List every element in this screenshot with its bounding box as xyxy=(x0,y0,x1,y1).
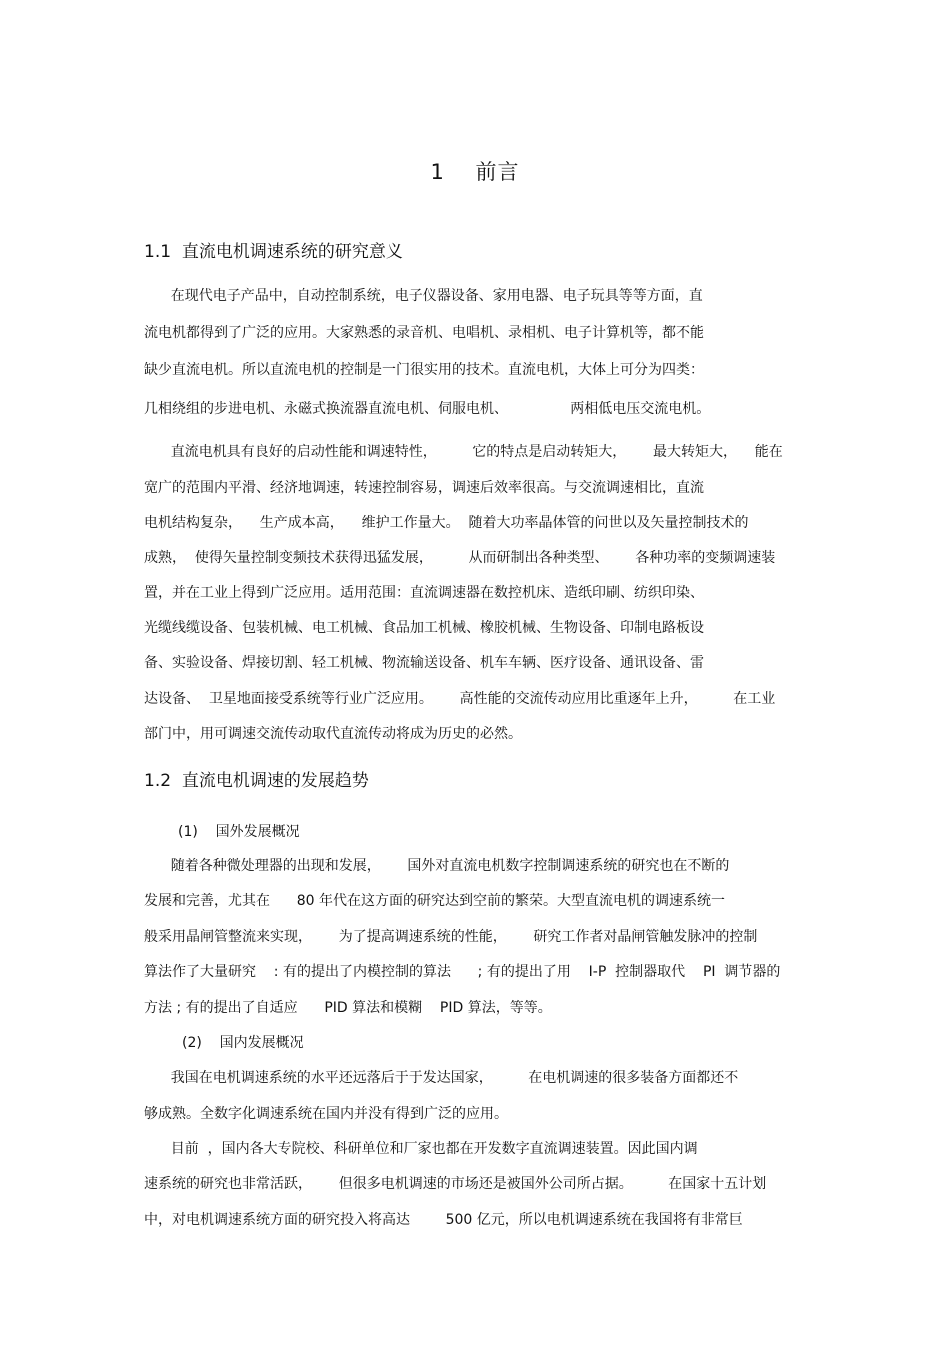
text-line: 电机结构复杂， 生产成本高， 维护工作量大。 随着大功率晶体管的问世以及矢量控制技术的 xyxy=(144,515,749,531)
chapter-title: 1 前言 xyxy=(430,160,520,184)
text-line: 置，并在工业上得到广泛应用。适用范围：直流调速器在数控机床、造纸印刷、纺织印染、 xyxy=(144,585,704,601)
subsection-label-domestic: (2) 国内发展概况 xyxy=(182,1035,304,1051)
section-heading-1-1: 1.1 直流电机调速系统的研究意义 xyxy=(144,242,403,262)
text-line: 发展和完善，尤其在 80 年代在这方面的研究达到空前的繁荣。大型直流电机的调速系统一 xyxy=(144,893,725,909)
text-line: 般采用晶闸管整流来实现， 为了提高调速系统的性能， 研究工作者对晶闸管触发脉冲的控制 xyxy=(144,929,758,945)
text-line: 中，对电机调速系统方面的研究投入将高达 500 亿元，所以电机调速系统在我国将有非常巨 xyxy=(144,1212,743,1228)
text-line: 几相绕组的步进电机、永磁式换流器直流电机、伺服电机、 两相低电压交流电机。 xyxy=(144,401,711,417)
text-line: 够成熟。全数字化调速系统在国内并没有得到广泛的应用。 xyxy=(144,1106,508,1122)
text-line: 宽广的范围内平滑、经济地调速，转速控制容易，调速后效率很高。与交流调速相比，直流 xyxy=(144,480,704,496)
text-line: 缺少直流电机。所以直流电机的控制是一门很实用的技术。直流电机，大体上可分为四类： xyxy=(144,362,704,378)
text-line: 目前 ，国内各大专院校、科研单位和厂家也都在开发数字直流调速装置。因此国内调 xyxy=(144,1141,698,1157)
text-line: 成熟， 使得矢量控制变频技术获得迅猛发展， 从而研制出各种类型、 各种功率的变频调速装 xyxy=(144,550,776,566)
text-line: 随着各种微处理器的出现和发展， 国外对直流电机数字控制调速系统的研究也在不断的 xyxy=(144,858,730,874)
text-line: 直流电机具有良好的启动性能和调速特性， 它的特点是启动转矩大， 最大转矩大， 能在 xyxy=(144,444,783,460)
text-line: 速系统的研究也非常活跃， 但很多电机调速的市场还是被国外公司所占据。 在国家十五计划 xyxy=(144,1176,767,1192)
text-line: 部门中，用可调速交流传动取代直流传动将成为历史的必然。 xyxy=(144,726,522,742)
text-line: 备、实验设备、焊接切割、轻工机械、物流输送设备、机车车辆、医疗设备、通讯设备、雷 xyxy=(144,655,704,671)
subsection-label-foreign: (1) 国外发展概况 xyxy=(178,824,300,840)
section-heading-1-2: 1.2 直流电机调速的发展趋势 xyxy=(144,771,369,791)
text-line: 达设备、 卫星地面接受系统等行业广泛应用。 高性能的交流传动应用比重逐年上升， 在工业 xyxy=(144,691,776,707)
text-line: 光缆线缆设备、包装机械、电工机械、食品加工机械、橡胶机械、生物设备、印制电路板设 xyxy=(144,620,704,636)
text-line: 算法作了大量研究 : 有的提出了内模控制的算法 ; 有的提出了用 I-P 控制器取代 PI 调节器的 xyxy=(144,964,781,980)
text-line: 在现代电子产品中，自动控制系统，电子仪器设备、家用电器、电子玩具等等方面，直 xyxy=(144,288,703,304)
text-line: 流电机都得到了广泛的应用。大家熟悉的录音机、电唱机、录相机、电子计算机等，都不能 xyxy=(144,325,704,341)
text-line: 方法 ; 有的提出了自适应 PID 算法和模糊 PID 算法，等等。 xyxy=(144,1000,552,1016)
text-line: 我国在电机调速系统的水平还远落后于于发达国家， 在电机调速的很多装备方面都还不 xyxy=(144,1070,739,1086)
